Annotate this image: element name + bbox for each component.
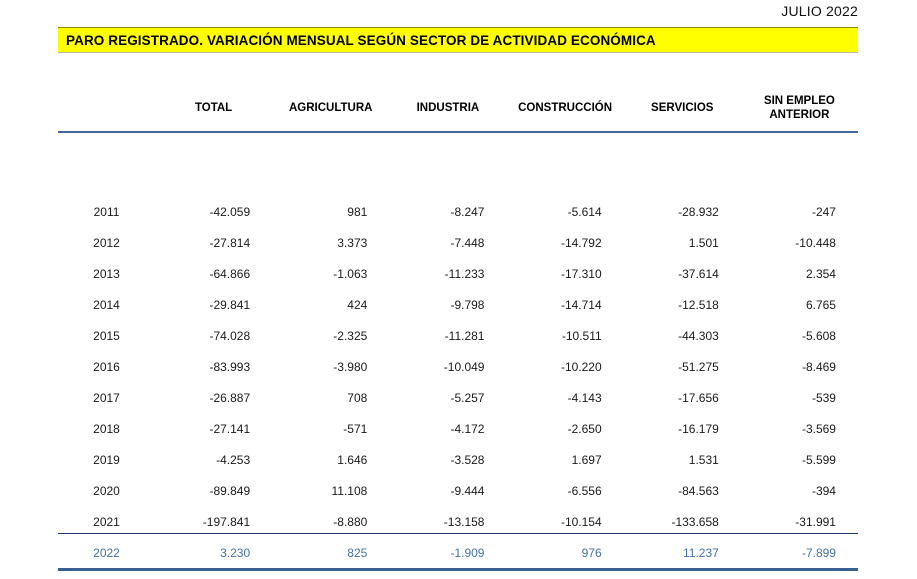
value-cell: -14.792 xyxy=(560,235,602,250)
year-cell: 2011 xyxy=(93,204,120,219)
value-cell: -9.798 xyxy=(450,297,485,312)
value-cell: -3.980 xyxy=(333,359,368,374)
value-cell: 11.237 xyxy=(683,546,719,560)
header-cell-servicios: SERVICIOS xyxy=(651,102,714,115)
value-cell: -2.650 xyxy=(567,421,602,436)
year-cell: 2012 xyxy=(93,235,120,250)
value-cell: 424 xyxy=(347,297,368,312)
value-cell: -571 xyxy=(343,421,368,436)
value-cell: 6.765 xyxy=(805,297,836,312)
table-bottom-border xyxy=(58,568,858,571)
value-cell: -89.849 xyxy=(209,483,251,498)
value-cell: -4.143 xyxy=(567,390,602,405)
header-cell-sin-empleo-anterior: SIN EMPLEO ANTERIOR xyxy=(763,95,835,121)
table-row xyxy=(58,320,858,351)
header-cell-total: TOTAL xyxy=(194,102,233,115)
value-cell: -14.714 xyxy=(560,297,602,312)
year-cell: 2021 xyxy=(93,514,120,529)
table-row xyxy=(58,475,858,506)
value-cell: 3.373 xyxy=(337,235,368,250)
value-cell: -29.841 xyxy=(209,297,251,312)
table-row xyxy=(58,413,858,444)
value-cell: -4.253 xyxy=(216,452,251,467)
value-cell: -64.866 xyxy=(209,266,251,281)
value-cell: -5.614 xyxy=(567,204,602,219)
value-cell: -394 xyxy=(811,483,836,498)
year-cell: 2013 xyxy=(93,266,120,281)
value-cell: -7.448 xyxy=(450,235,485,250)
unemployment-table xyxy=(58,0,858,579)
value-cell: 1.697 xyxy=(571,452,602,467)
value-cell: 981 xyxy=(347,204,368,219)
value-cell: -83.993 xyxy=(209,359,251,374)
value-cell: -247 xyxy=(811,204,836,219)
year-cell: 2022 xyxy=(93,546,120,560)
value-cell: -51.275 xyxy=(678,359,719,374)
total-row-top-divider xyxy=(58,533,858,534)
value-cell: -10.448 xyxy=(795,235,836,250)
year-cell: 2020 xyxy=(93,483,120,498)
table-row xyxy=(58,289,858,320)
value-cell: -5.608 xyxy=(801,328,836,343)
value-cell: 708 xyxy=(347,390,368,405)
table-body xyxy=(58,196,858,537)
value-cell: -31.991 xyxy=(795,514,836,529)
value-cell: 1.531 xyxy=(688,452,719,467)
value-cell: -37.614 xyxy=(678,266,719,281)
table-row xyxy=(58,444,858,475)
year-cell: 2019 xyxy=(93,452,120,467)
table-row xyxy=(58,382,858,413)
value-cell: -1.063 xyxy=(333,266,368,281)
report-date-label: JULIO 2022 xyxy=(781,3,858,19)
value-cell: -11.233 xyxy=(444,266,485,281)
value-cell: 11.108 xyxy=(331,483,368,498)
table-row-2022-highlight xyxy=(58,538,858,568)
value-cell: -10.154 xyxy=(560,514,602,529)
value-cell: -8.247 xyxy=(450,204,485,219)
value-cell: -539 xyxy=(811,390,836,405)
year-cell: 2015 xyxy=(93,328,120,343)
value-cell: -28.932 xyxy=(678,204,719,219)
value-cell: -1.909 xyxy=(450,546,485,560)
table-header-row xyxy=(58,88,858,130)
value-cell: -27.814 xyxy=(209,235,251,250)
value-cell: -11.281 xyxy=(444,328,485,343)
table-row xyxy=(58,196,858,227)
year-cell: 2018 xyxy=(93,421,120,436)
value-cell: -8.880 xyxy=(333,514,368,529)
value-cell: -12.518 xyxy=(678,297,719,312)
header-cell-construccion: CONSTRUCCIÓN xyxy=(518,102,613,115)
value-cell: -197.841 xyxy=(202,514,251,529)
value-cell: -5.257 xyxy=(450,390,485,405)
value-cell: -17.656 xyxy=(678,390,719,405)
year-cell: 2017 xyxy=(93,390,120,405)
value-cell: 825 xyxy=(347,546,368,560)
value-cell: 1.501 xyxy=(688,235,719,250)
value-cell: -8.469 xyxy=(801,359,836,374)
table-row xyxy=(58,351,858,382)
value-cell: -7.899 xyxy=(801,546,836,560)
value-cell: -4.172 xyxy=(450,421,485,436)
value-cell: -74.028 xyxy=(209,328,251,343)
header-cell-industria: INDUSTRIA xyxy=(416,102,480,115)
value-cell: -10.220 xyxy=(560,359,602,374)
value-cell: -27.141 xyxy=(209,421,251,436)
value-cell: -17.310 xyxy=(560,266,602,281)
value-cell: -9.444 xyxy=(450,483,485,498)
value-cell: 976 xyxy=(581,546,602,560)
value-cell: -3.528 xyxy=(450,452,485,467)
value-cell: -10.049 xyxy=(443,359,485,374)
value-cell: -10.511 xyxy=(561,328,602,343)
value-cell: -44.303 xyxy=(678,328,719,343)
value-cell: -5.599 xyxy=(801,452,836,467)
value-cell: 3.230 xyxy=(220,546,251,560)
value-cell: -84.563 xyxy=(678,483,719,498)
value-cell: -16.179 xyxy=(678,421,719,436)
value-cell: -133.658 xyxy=(671,514,719,529)
report-title: PARO REGISTRADO. VARIACIÓN MENSUAL SEGÚN SECTOR DE ACTIVIDAD ECONÓMICA xyxy=(66,32,656,48)
header-divider-line xyxy=(58,131,858,133)
value-cell: -2.325 xyxy=(333,328,368,343)
value-cell: -26.887 xyxy=(209,390,251,405)
year-cell: 2016 xyxy=(93,359,120,374)
table-row xyxy=(58,227,858,258)
value-cell: -42.059 xyxy=(209,204,251,219)
value-cell: -6.556 xyxy=(567,483,602,498)
year-cell: 2014 xyxy=(93,297,120,312)
value-cell: -13.158 xyxy=(443,514,485,529)
value-cell: -3.569 xyxy=(801,421,836,436)
table-row xyxy=(58,258,858,289)
value-cell: 1.646 xyxy=(337,452,368,467)
header-cell-agricultura: AGRICULTURA xyxy=(289,102,373,115)
value-cell: 2.354 xyxy=(805,266,836,281)
